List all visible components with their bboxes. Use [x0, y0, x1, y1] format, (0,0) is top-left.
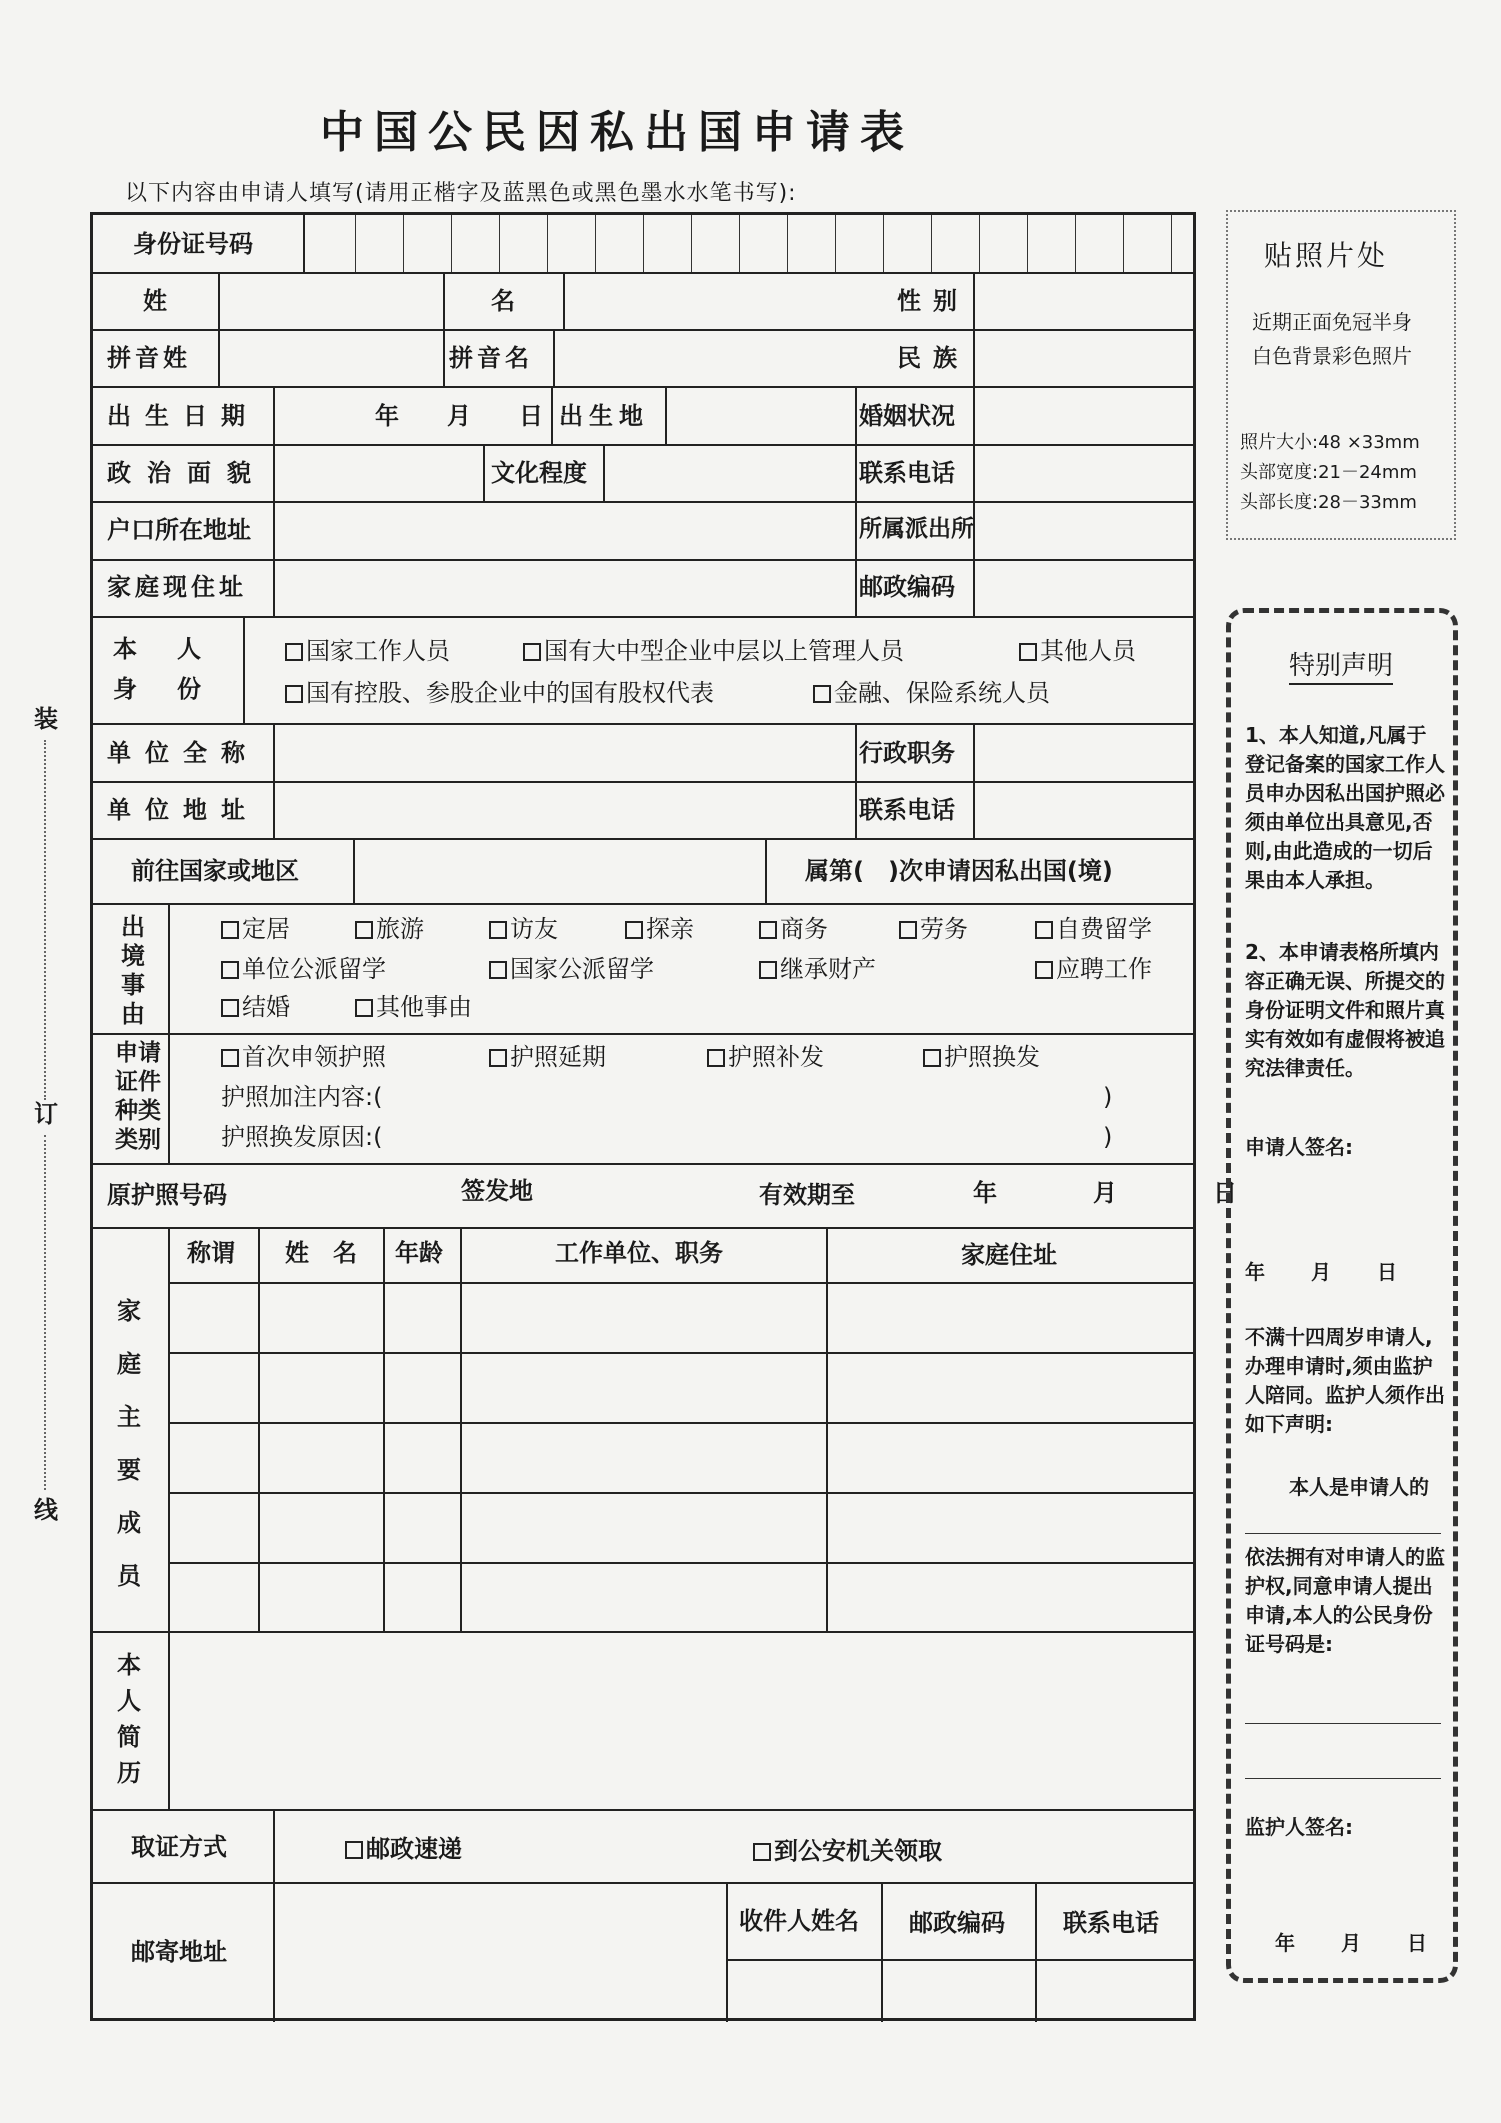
- checkbox[interactable]: [523, 643, 541, 661]
- option-label: 国有控股、参股企业中的国有股权代表: [306, 679, 714, 707]
- checkbox[interactable]: [759, 961, 777, 979]
- option-label: 探亲: [646, 915, 694, 943]
- mail-addr-label: 邮寄地址: [131, 1938, 227, 1966]
- doc-type-option[interactable]: [221, 1045, 386, 1069]
- identity-option-2[interactable]: [523, 639, 904, 663]
- phone3-label: 联系电话: [1063, 1909, 1159, 1937]
- pickup-label: 取证方式: [131, 1833, 227, 1861]
- binding-char-1: 装: [34, 705, 58, 733]
- option-label: 旅游: [376, 915, 424, 943]
- pinyin-given-label: 拼音名: [449, 344, 533, 372]
- nth-application[interactable]: 属第( )次申请因私出国(境): [805, 857, 1113, 885]
- family-header-age: 年龄: [395, 1239, 443, 1267]
- checkbox[interactable]: [221, 999, 239, 1017]
- declaration-p3: 不满十四周岁申请人,办理申请时,须由监护人陪同。监护人须作出如下声明:: [1245, 1325, 1445, 1436]
- police-station-input[interactable]: [975, 503, 1195, 557]
- checkbox[interactable]: [221, 1049, 239, 1067]
- checkbox[interactable]: [285, 685, 303, 703]
- exit-reason-option[interactable]: [1035, 917, 1152, 941]
- residence-label: 家庭现住址: [107, 573, 247, 601]
- checkbox[interactable]: [923, 1049, 941, 1067]
- exit-reason-option[interactable]: [759, 957, 876, 981]
- phone2-label: 联系电话: [859, 796, 955, 824]
- option-label: 定居: [242, 915, 290, 943]
- option-label: 继承财产: [780, 955, 876, 983]
- exit-reason-option[interactable]: [759, 917, 828, 941]
- destination-input[interactable]: [355, 840, 763, 901]
- family-table-body[interactable]: [170, 1284, 1195, 1629]
- checkbox[interactable]: [355, 921, 373, 939]
- exit-reason-option[interactable]: [489, 957, 654, 981]
- form-instructions: 以下内容由申请人填写(请用正楷字及蓝黑色或黑色墨水水笔书写):: [125, 181, 797, 206]
- special-declaration: [1226, 608, 1458, 1983]
- guardian-sign-label: 监护人签名:: [1245, 1815, 1353, 1839]
- postcode2-label: 邮政编码: [909, 1909, 1005, 1937]
- option-label: 其他事由: [376, 993, 472, 1021]
- postcode1-input[interactable]: [975, 561, 1195, 614]
- option-label: 国家公派留学: [510, 955, 654, 983]
- surname-label: 姓: [143, 287, 167, 315]
- checkbox[interactable]: [221, 961, 239, 979]
- checkbox[interactable]: [625, 921, 643, 939]
- option-label: 护照换发: [944, 1043, 1040, 1071]
- political-input[interactable]: [275, 446, 481, 499]
- identity-option-1[interactable]: [285, 639, 450, 663]
- guardian-id-line-2[interactable]: [1245, 1778, 1441, 1779]
- checkbox[interactable]: [1019, 643, 1037, 661]
- declaration-p2: 2、本申请表格所填内容正确无误、所提交的身份证明文件和照片真实有效如有虚假将被追究法律责任。: [1245, 940, 1445, 1080]
- binding-dots: [44, 1135, 46, 1490]
- employer-addr-input[interactable]: [275, 783, 853, 836]
- guardian-id-line-1[interactable]: [1245, 1723, 1441, 1724]
- marital-input[interactable]: [975, 388, 1195, 442]
- option-label: 护照补发: [728, 1043, 824, 1071]
- exit-reason-option[interactable]: [1035, 957, 1152, 981]
- checkbox[interactable]: [813, 685, 831, 703]
- checkbox[interactable]: [489, 961, 507, 979]
- valid-until-label: 有效期至: [759, 1181, 855, 1209]
- declaration-p5: 依法拥有对申请人的监护权,同意申请人提出申请,本人的公民身份证号码是:: [1245, 1545, 1445, 1656]
- id-number-label: 身份证号码: [133, 230, 253, 258]
- checkbox[interactable]: [355, 999, 373, 1017]
- postcode2-input[interactable]: [883, 1961, 1033, 2020]
- option-label: 访友: [510, 915, 558, 943]
- given-name-label: 名: [491, 287, 515, 315]
- exit-reason-option[interactable]: [355, 995, 472, 1019]
- employer-name-label: 单位全称: [107, 739, 259, 767]
- checkbox[interactable]: [899, 921, 917, 939]
- birth-date-fill[interactable]: 年 月 日: [375, 402, 543, 430]
- ethnicity-input[interactable]: [975, 331, 1195, 384]
- mail-addr-input[interactable]: [275, 1884, 724, 2020]
- admin-post-label: 行政职务: [859, 739, 955, 767]
- exit-reason-option[interactable]: [221, 917, 290, 941]
- guardian-sign-date[interactable]: 年 月 日: [1275, 1931, 1429, 1955]
- applicant-sign-date[interactable]: 年 月 日: [1245, 1260, 1399, 1284]
- endorsement-label: 护照加注内容:(: [221, 1083, 383, 1111]
- option-label: 结婚: [242, 993, 290, 1021]
- birth-date-label: 出生日期: [107, 402, 259, 430]
- family-header-address: 家庭住址: [961, 1241, 1057, 1269]
- resume-input[interactable]: [170, 1633, 1195, 1807]
- option-label: 国有大中型企业中层以上管理人员: [544, 637, 904, 665]
- option-label: 金融、保险系统人员: [834, 679, 1050, 707]
- checkbox[interactable]: [285, 643, 303, 661]
- pickup-option-2[interactable]: [753, 1839, 942, 1863]
- endorsement-close: ): [1103, 1083, 1113, 1111]
- education-label: 文化程度: [491, 459, 587, 487]
- option-label: 国家工作人员: [306, 637, 450, 665]
- binding-char-3: 线: [34, 1496, 58, 1524]
- doc-type-option[interactable]: [489, 1045, 606, 1069]
- exit-reason-option[interactable]: [221, 995, 290, 1019]
- employer-name-input[interactable]: [275, 725, 853, 779]
- pinyin-given-input[interactable]: [555, 331, 895, 384]
- surname-input[interactable]: [220, 274, 441, 327]
- option-label: 到公安机关领取: [774, 1837, 942, 1865]
- phone2-input[interactable]: [975, 783, 1195, 836]
- orig-passport-label: 原护照号码: [107, 1181, 227, 1209]
- ethnicity-label: 民族: [897, 344, 969, 372]
- hukou-input[interactable]: [275, 503, 853, 557]
- option-label: 邮政速递: [366, 1835, 462, 1863]
- checkbox[interactable]: [345, 1841, 363, 1859]
- exit-reason-option[interactable]: [221, 957, 386, 981]
- photo-title: 贴照片处: [1264, 239, 1389, 272]
- option-label: 单位公派留学: [242, 955, 386, 983]
- hukou-label: 户口所在地址: [107, 516, 251, 544]
- photo-size: 照片大小:48 ×33mm: [1240, 432, 1420, 453]
- declaration-p4: 本人是申请人的: [1289, 1475, 1429, 1499]
- pickup-option-1[interactable]: [345, 1837, 462, 1861]
- photo-head-length: 头部长度:28－33mm: [1240, 492, 1417, 513]
- family-header-relation: 称谓: [187, 1239, 235, 1267]
- photo-req-1: 近期正面免冠半身: [1252, 310, 1412, 334]
- recipient-input[interactable]: [728, 1961, 879, 2020]
- doc-type-option[interactable]: [923, 1045, 1040, 1069]
- recipient-label: 收件人姓名: [739, 1907, 859, 1935]
- guardian-relation-line[interactable]: [1245, 1533, 1441, 1534]
- given-name-input[interactable]: [565, 274, 895, 327]
- issue-place-label: 签发地: [461, 1177, 533, 1205]
- valid-until-fill[interactable]: 年 月 日: [973, 1179, 1253, 1207]
- phone1-input[interactable]: [975, 446, 1195, 499]
- doc-type-label: 申请证件种类类别: [115, 1040, 161, 1153]
- residence-input[interactable]: [275, 561, 853, 614]
- option-label: 劳务: [920, 915, 968, 943]
- application-form: [90, 212, 1253, 2021]
- identity-option-5[interactable]: [813, 681, 1050, 705]
- checkbox[interactable]: [221, 921, 239, 939]
- photo-req-2: 白色背景彩色照片: [1252, 344, 1412, 368]
- gender-label: 性别: [897, 287, 969, 315]
- gender-input[interactable]: [975, 274, 1195, 327]
- identity-label-2: 身 份: [113, 675, 209, 703]
- postcode1-label: 邮政编码: [859, 573, 955, 601]
- doc-type-option[interactable]: [707, 1045, 824, 1069]
- birthplace-input[interactable]: [667, 388, 853, 442]
- checkbox[interactable]: [1035, 961, 1053, 979]
- identity-option-4[interactable]: [285, 681, 714, 705]
- family-header-work: 工作单位、职务: [555, 1239, 723, 1267]
- exit-reason-option[interactable]: [489, 917, 558, 941]
- education-input[interactable]: [605, 446, 853, 499]
- replace-reason-label: 护照换发原因:(: [221, 1123, 383, 1151]
- binding-char-2: 订: [34, 1100, 58, 1128]
- phone1-label: 联系电话: [859, 459, 955, 487]
- option-label: 护照延期: [510, 1043, 606, 1071]
- form-title: 中国公民因私出国申请表: [320, 107, 914, 158]
- checkbox[interactable]: [1035, 921, 1053, 939]
- option-label: 商务: [780, 915, 828, 943]
- checkbox[interactable]: [759, 921, 777, 939]
- declaration-p1: 1、本人知道,凡属于登记备案的国家工作人员申办因私出国护照必须由单位出具意见,否则,由此造成的一切后果由本人承担。: [1245, 723, 1445, 892]
- political-label: 政治面貌: [107, 459, 267, 487]
- exit-reason-label: 出境事由: [121, 913, 145, 1028]
- exit-reason-option[interactable]: [625, 917, 694, 941]
- photo-head-width: 头部宽度:21－24mm: [1240, 462, 1417, 483]
- police-station-label: 所属派出所: [859, 516, 974, 542]
- resume-label: 本人简历: [117, 1651, 141, 1787]
- checkbox[interactable]: [489, 1049, 507, 1067]
- option-label: 自费留学: [1056, 915, 1152, 943]
- identity-label-1: 本 人: [113, 635, 209, 663]
- checkbox[interactable]: [707, 1049, 725, 1067]
- family-header-name: 姓 名: [285, 1239, 357, 1267]
- exit-reason-option[interactable]: [355, 917, 424, 941]
- id-number-input[interactable]: [305, 217, 1195, 270]
- photo-box[interactable]: [1226, 210, 1456, 540]
- marital-label: 婚姻状况: [859, 402, 955, 430]
- pinyin-surname-input[interactable]: [220, 331, 441, 384]
- family-label: 家庭主要成员: [117, 1297, 141, 1590]
- option-label: 其他人员: [1040, 637, 1136, 665]
- applicant-sign-label: 申请人签名:: [1245, 1135, 1353, 1159]
- declaration-title: 特别声明: [1289, 653, 1393, 685]
- employer-addr-label: 单位地址: [107, 796, 259, 824]
- option-label: 首次申领护照: [242, 1043, 386, 1071]
- checkbox[interactable]: [489, 921, 507, 939]
- exit-reason-option[interactable]: [899, 917, 968, 941]
- replace-reason-close: ): [1103, 1123, 1113, 1151]
- birthplace-label: 出生地: [559, 402, 649, 430]
- checkbox[interactable]: [753, 1843, 771, 1861]
- option-label: 应聘工作: [1056, 955, 1152, 983]
- pinyin-surname-label: 拼音姓: [107, 344, 191, 372]
- identity-option-3[interactable]: [1019, 639, 1136, 663]
- phone3-input[interactable]: [1037, 1961, 1195, 2020]
- admin-post-input[interactable]: [975, 725, 1195, 779]
- binding-dots: [44, 740, 46, 1100]
- destination-label: 前往国家或地区: [131, 857, 299, 885]
